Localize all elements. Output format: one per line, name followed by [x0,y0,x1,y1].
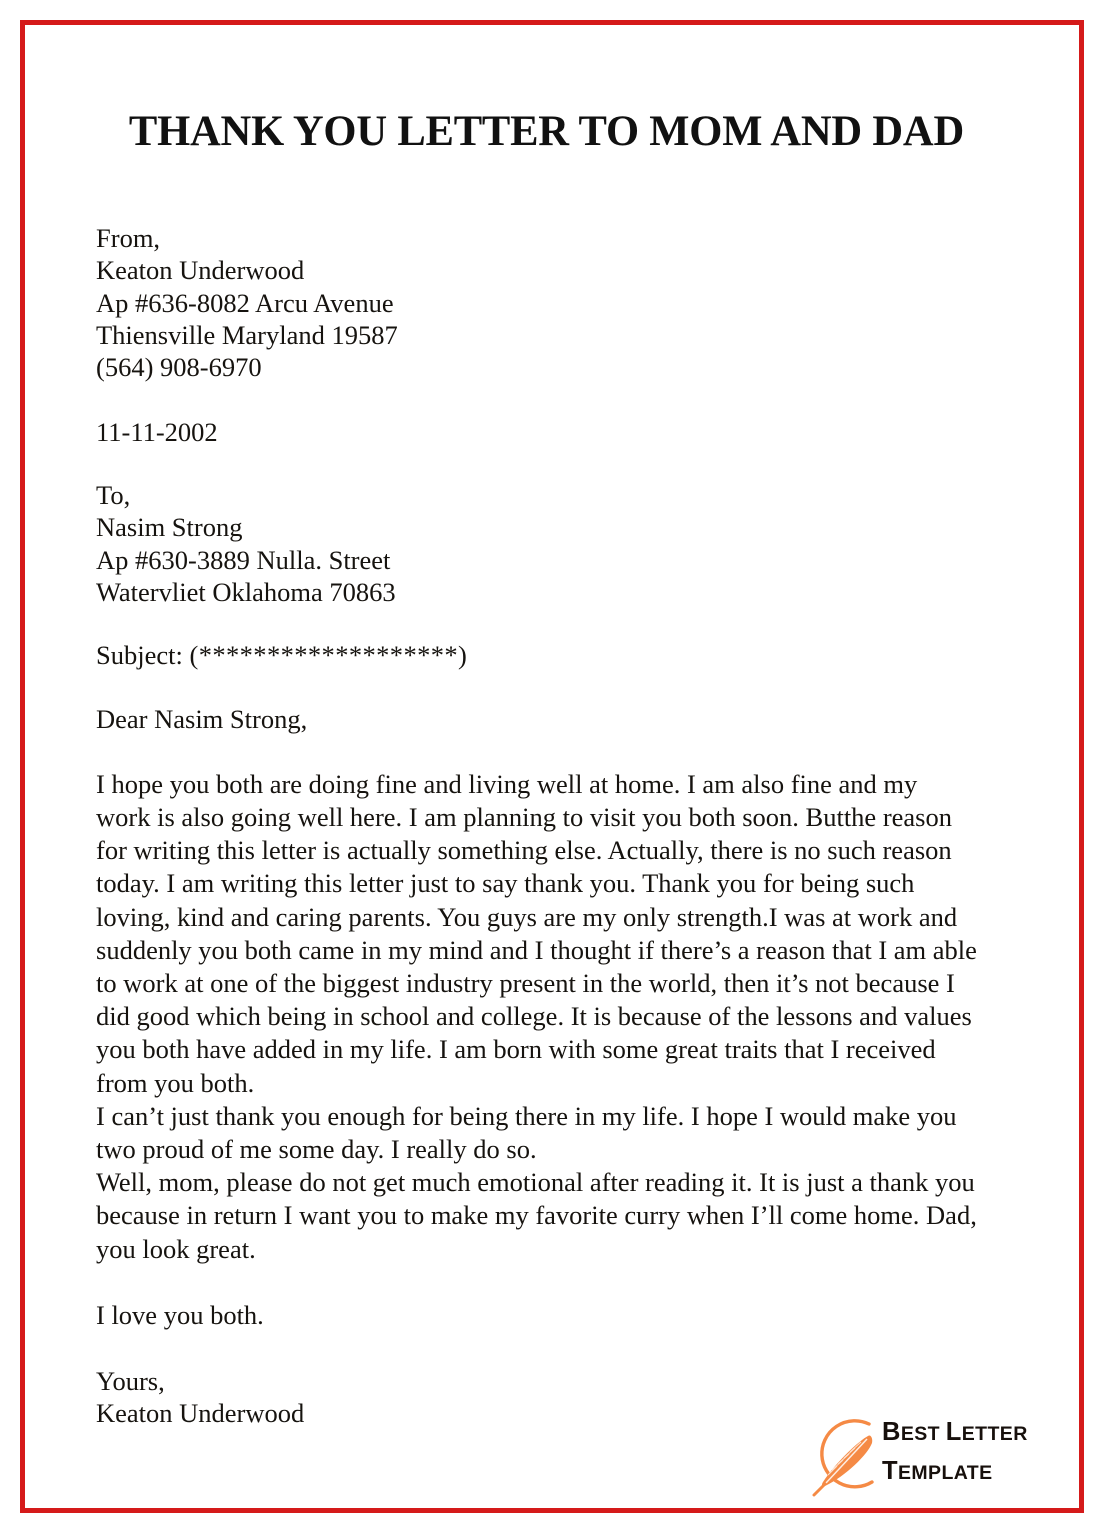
body-paragraph-3 [96,1166,1006,1266]
body-line: to work at one of the biggest industry present in the world, then it’s not because I [96,967,955,998]
body-line: from you both. [96,1067,255,1098]
body-paragraph-1 [96,768,1006,1100]
logo-t: T [882,1457,898,1485]
body-line: because in return I want you to make my favorite curry when I’ll come home. Dad, [96,1200,977,1231]
body-line: Well, mom, please do not get much emotional after reading it. It is just a thank you [96,1167,975,1198]
body-line: two proud of me some day. I really do so. [96,1133,537,1164]
body-paragraph-2 [96,1100,1006,1166]
logo-line-2 [882,1453,1022,1492]
body-line: I hope you both are doing fine and living well at home. I am also fine and my [96,768,918,799]
feather-quill-in-circle-icon [806,1412,892,1502]
body-line: loving, kind and caring parents. You guys are my only strength.I was at work and [96,901,958,932]
subject-label: Subject: [96,640,190,671]
body-line: work is also going well here. I am planning to visit you both soon. Butthe reason [96,801,952,832]
recipient-name: Nasim Strong [96,512,243,543]
logo-emplate: EMPLATE [897,1462,993,1484]
page-title: THANK YOU LETTER TO MOM AND DAD [128,108,964,155]
signoff-name: Keaton Underwood [96,1398,305,1429]
logo-est: EST [900,1423,946,1445]
salutation: Dear Nasim Strong, [96,704,308,735]
recipient-address-line-1: Ap #630-3889 Nulla. Street [96,544,391,575]
recipient-label: To, [96,479,131,510]
signoff-valediction: Yours, [96,1365,165,1396]
recipient-address-block [96,479,1006,608]
subject-line [96,639,1006,671]
body-line: did good which being in school and college. It is because of the lessons and values [96,1001,972,1032]
body-line: you look great. [96,1233,256,1264]
letter-date: 11-11-2002 [96,416,218,447]
sender-address-line-1: Ap #636-8082 Arcu Avenue [96,287,394,318]
sender-address-line-2: Thiensville Maryland 19587 [96,320,398,351]
body-line: today. I am writing this letter just to say thank you. Thank you for being such [96,868,915,899]
best-letter-template-logo [806,1408,1028,1508]
recipient-address-line-2: Watervliet Oklahoma 70863 [96,576,396,607]
body-line: suddenly you both came in my mind and I thought if there’s a reason that I am able [96,934,977,965]
body-line: for writing this letter is actually something else. Actually, there is no such reason [96,835,952,866]
logo-line-1 [882,1414,1028,1453]
logo-b: B [882,1418,901,1446]
logo-l: L [945,1418,962,1446]
letter-content [96,0,1006,1430]
sender-phone: (564) 908-6970 [96,352,262,383]
sender-address-block [96,222,1006,383]
sender-name: Keaton Underwood [96,255,305,286]
body-spacer [96,1266,1006,1299]
body-closing-line: I love you both. [96,1299,264,1330]
sender-label: From, [96,223,161,254]
logo-wordmark [882,1414,1028,1492]
logo-etter: ETTER [961,1423,1028,1445]
subject-value: (*******************) [189,640,468,671]
body-line: you both have added in my life. I am born with some great traits that I received [96,1034,936,1065]
body-line: I can’t just thank you enough for being there in my life. I hope I would make you [96,1100,957,1131]
letter-body [96,768,1006,1332]
